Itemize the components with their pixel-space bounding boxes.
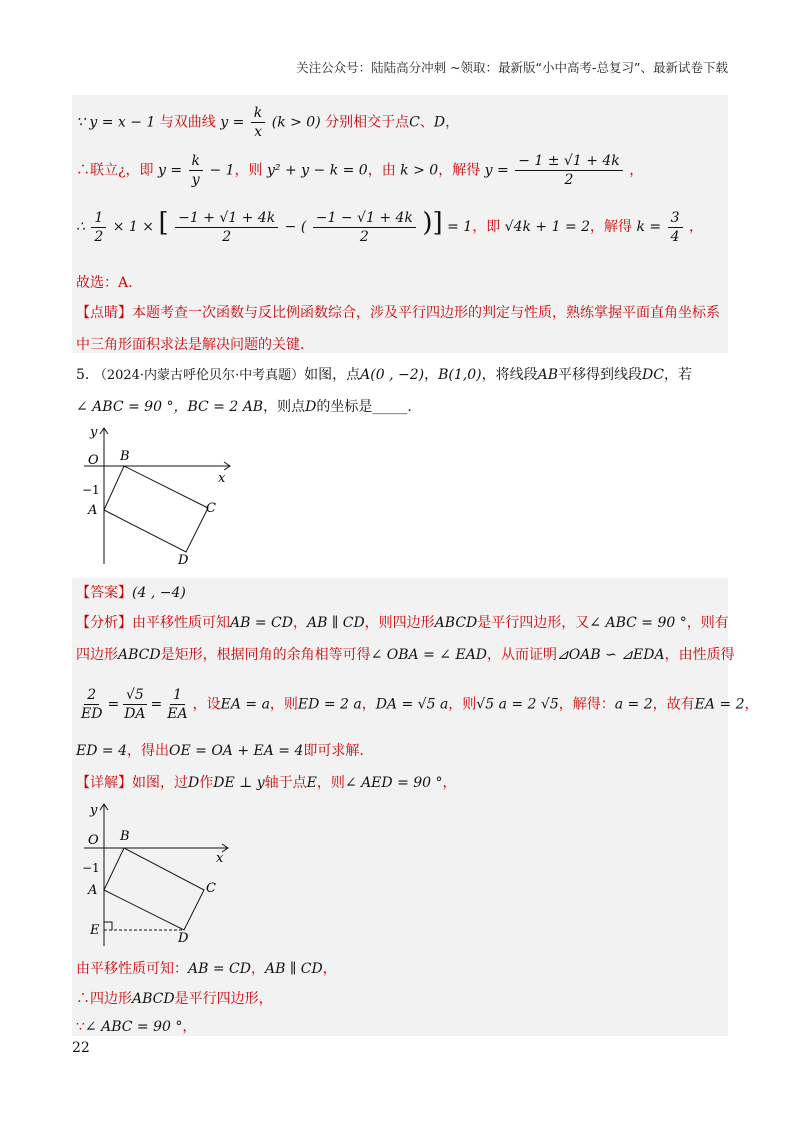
- page-header: 关注公众号：陆陆高分冲刺 ~领取：最新版“小中高考-总复习”、最新试卷下载: [296, 60, 728, 75]
- label-minus1: −1: [82, 483, 100, 497]
- detail-line4: ∵∠ ABC = 90 °，: [76, 1019, 197, 1035]
- page-number: 22: [72, 1040, 90, 1056]
- q5-line1: 5. （2024·内蒙古呼伦贝尔·中考真题）如图，点A(0 , −2)，B(1,0)，将线段AB平移得到线段DC，若: [76, 367, 692, 383]
- label-origin: O: [88, 833, 99, 848]
- sol4-comment-2: 中三角形面积求法是解决问题的关键.: [76, 337, 305, 353]
- fraction: $\frac{√5}{DA}$: [124, 687, 146, 722]
- fraction: $\frac{-1 + √1 + 4k}{2}$: [175, 209, 278, 246]
- detail-line1: 【详解】如图，过D作DE ⊥ y轴于点E，则∠ AED = 90 °，: [76, 775, 457, 791]
- label-C: C: [206, 501, 216, 516]
- detail-line2: 由平移性质可知：AB = CD，AB ∥ CD，: [76, 961, 337, 977]
- fraction: $\frac{-1 - √1 + 4k}{2}$: [313, 209, 416, 246]
- label-E: E: [90, 923, 100, 938]
- label-D: D: [178, 931, 189, 946]
- sol4-choice: 故选：A.: [76, 275, 133, 291]
- label-B: B: [120, 829, 130, 844]
- fraction: $\frac{1}{2}$: [91, 209, 106, 246]
- answer-line: 【答案】(4 , −4): [76, 585, 186, 601]
- sol4-line1: ∵ y = x − 1 与双曲线 y = $\frac{k}{x}$ (k > 0) 分别相交于点C、D，: [76, 105, 460, 140]
- fraction: $\frac{1}{EA}$: [167, 687, 188, 722]
- label-C: C: [206, 881, 216, 896]
- sol4-line3: ∴ $\frac{1}{2}$ × 1 × [ $\frac{-1 + √1 + 4k}{2}$ − ( $\frac{-1 - √1 + 4k}{2}$ )] = 1，即 √4k + 1 = 2，解得 k = $\frac{3}{4}$ ，: [76, 208, 703, 245]
- label-y: y: [90, 803, 98, 818]
- label-y: y: [90, 425, 98, 440]
- sol4-comment-1: 【点睛】本题考查一次函数与反比例函数综合，涉及平行四边形的判定与性质，熟练掌握平面直角坐标系: [76, 305, 720, 321]
- analysis-line1: 【分析】由平移性质可知AB = CD，AB ∥ CD，则四边形ABCD是平行四边形，又∠ ABC = 90 °，则有: [76, 615, 729, 631]
- label-A: A: [88, 883, 98, 898]
- analysis-line4: ED = 4，得出OE = OA + EA = 4即可求解.: [76, 743, 364, 759]
- figure-coordinate-rect-1: [80, 424, 240, 570]
- q5-line2: ∠ ABC = 90 °，BC = 2 AB，则点D的坐标是_____.: [76, 399, 412, 415]
- fraction: $\frac{k}{x}$: [251, 104, 265, 141]
- fraction: $\frac{k}{y}$: [189, 152, 203, 189]
- label-A: A: [88, 503, 98, 518]
- analysis-line2: 四边形ABCD是矩形，根据同角的余角相等可得∠ OBA = ∠ EAD，从而证明⊿OAB ∽ ⊿EDA，由性质得: [76, 647, 735, 663]
- label-x: x: [216, 851, 224, 866]
- figure-coordinate-rect-2: [80, 800, 240, 948]
- fraction: $\frac{3}{4}$: [668, 209, 683, 246]
- sol4-line2: ∴联立¿，即 y = $\frac{k}{y}$ − 1，则 y² + y − k = 0，由 k > 0，解得 y = $\frac{- 1 \pm √1 + 4k}{2}$ ，: [76, 153, 644, 188]
- label-origin: O: [88, 453, 99, 468]
- label-x: x: [218, 471, 226, 486]
- label-B: B: [120, 449, 130, 464]
- analysis-line3: $\frac{2}{ED}$ = $\frac{√5}{DA}$ = $\frac{1}{EA}$ ，设EA = a，则ED = 2 a，DA = √5 a，则√5 a = 2 √5，解得：a = 2，故有EA = 2，: [76, 686, 759, 723]
- fraction: $\frac{- 1 \pm √1 + 4k}{2}$: [515, 152, 623, 189]
- fraction: $\frac{2}{ED}$: [81, 687, 103, 722]
- label-D: D: [178, 553, 189, 568]
- detail-line3: ∴四边形ABCD是平行四边形，: [76, 991, 273, 1007]
- label-minus1: −1: [82, 861, 100, 875]
